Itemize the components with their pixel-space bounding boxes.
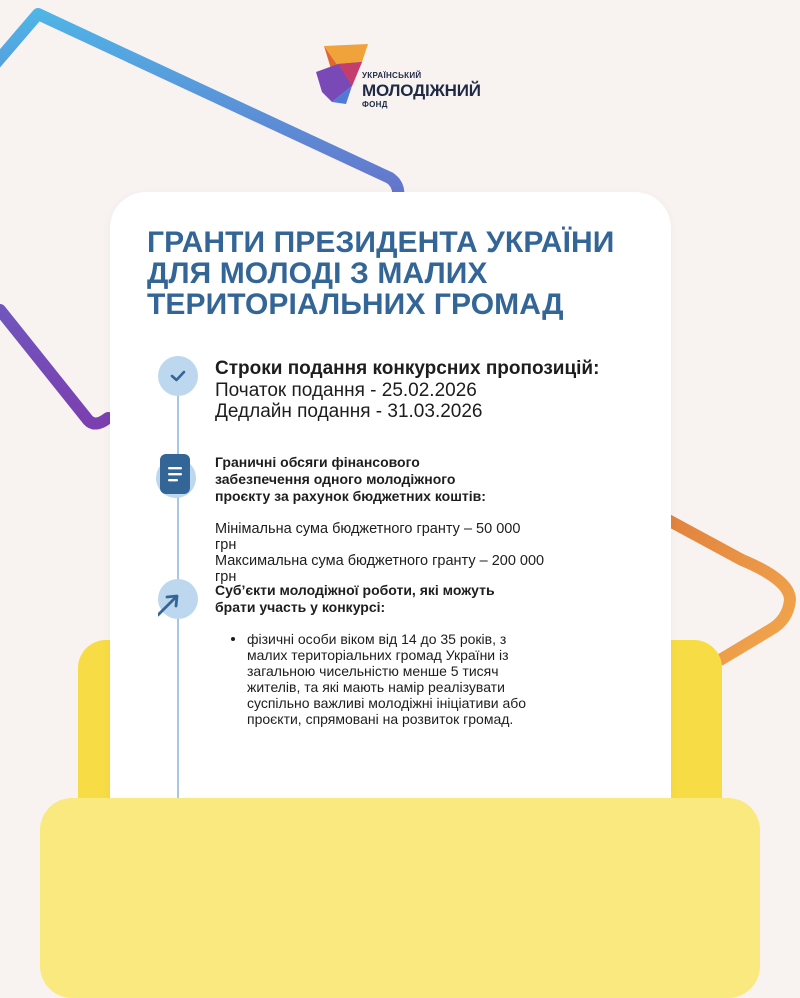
- bullet-line: жителів, та які мають намір реалізувати: [247, 679, 505, 695]
- title-line: ГРАНТИ ПРЕЗИДЕНТА УКРАЇНИ: [147, 226, 615, 259]
- logo-line-2: МОЛОДІЖНИЙ: [362, 81, 481, 100]
- heading-line: Суб’єкти молодіжної роботи, які можуть: [215, 582, 495, 598]
- folder-front: [40, 798, 760, 998]
- title-line: ТЕРИТОРІАЛЬНИХ ГРОМАД: [147, 288, 564, 321]
- check-icon: [168, 366, 188, 386]
- section-heading: [215, 454, 545, 505]
- logo-line-3: ФОНД: [362, 100, 388, 109]
- section-heading: [215, 582, 555, 616]
- document-icon: [160, 454, 190, 494]
- bullet-line: проєкти, спрямовані на розвиток громад.: [247, 711, 514, 727]
- logo-line-1: УКРАЇНСЬКИЙ: [362, 71, 422, 80]
- grant-amounts: [215, 521, 545, 585]
- orange-outline-shape: [668, 520, 790, 660]
- section-heading: Строки подання конкурсних пропозицій:: [215, 358, 600, 379]
- bullet-line: малих територіальних громад України із: [247, 647, 509, 663]
- max-grant-line: Максимальна сума бюджетного гранту – 200 000 грн: [215, 553, 545, 585]
- section-eligibility: [215, 582, 555, 727]
- heading-line: проєкту за рахунок бюджетних коштів:: [215, 488, 486, 504]
- deadline-line: Дедлайн подання - 31.03.2026: [215, 401, 483, 422]
- start-date-line: Початок подання - 25.02.2026: [215, 380, 477, 401]
- title-line: ДЛЯ МОЛОДІ З МАЛИХ: [147, 257, 488, 290]
- bullet-line: фізичні особи віком від 14 до 35 років, з: [247, 631, 507, 647]
- section-funding: [215, 454, 545, 585]
- heading-line: Граничні обсяги фінансового: [215, 454, 420, 470]
- info-card: [110, 192, 671, 832]
- page-title: [147, 227, 667, 320]
- timeline-marker-3: [158, 579, 198, 619]
- bullet-line: суспільно важливі молодіжні ініціативи або: [247, 695, 527, 711]
- arrow-up-right-icon: [158, 579, 198, 619]
- min-grant-line: Мінімальна сума бюджетного гранту – 50 000 грн: [215, 521, 521, 553]
- section-deadlines: [215, 358, 599, 422]
- heading-line: забезпечення одного молодіжного: [215, 471, 456, 487]
- list-item: [237, 631, 567, 727]
- bullet-line: загальною чисельністю менше 5 тисяч: [247, 663, 499, 679]
- logo-text: [362, 72, 481, 109]
- timeline-marker-1: [158, 356, 198, 396]
- logo: [312, 42, 502, 110]
- heading-line: брати участь у конкурсі:: [215, 599, 386, 615]
